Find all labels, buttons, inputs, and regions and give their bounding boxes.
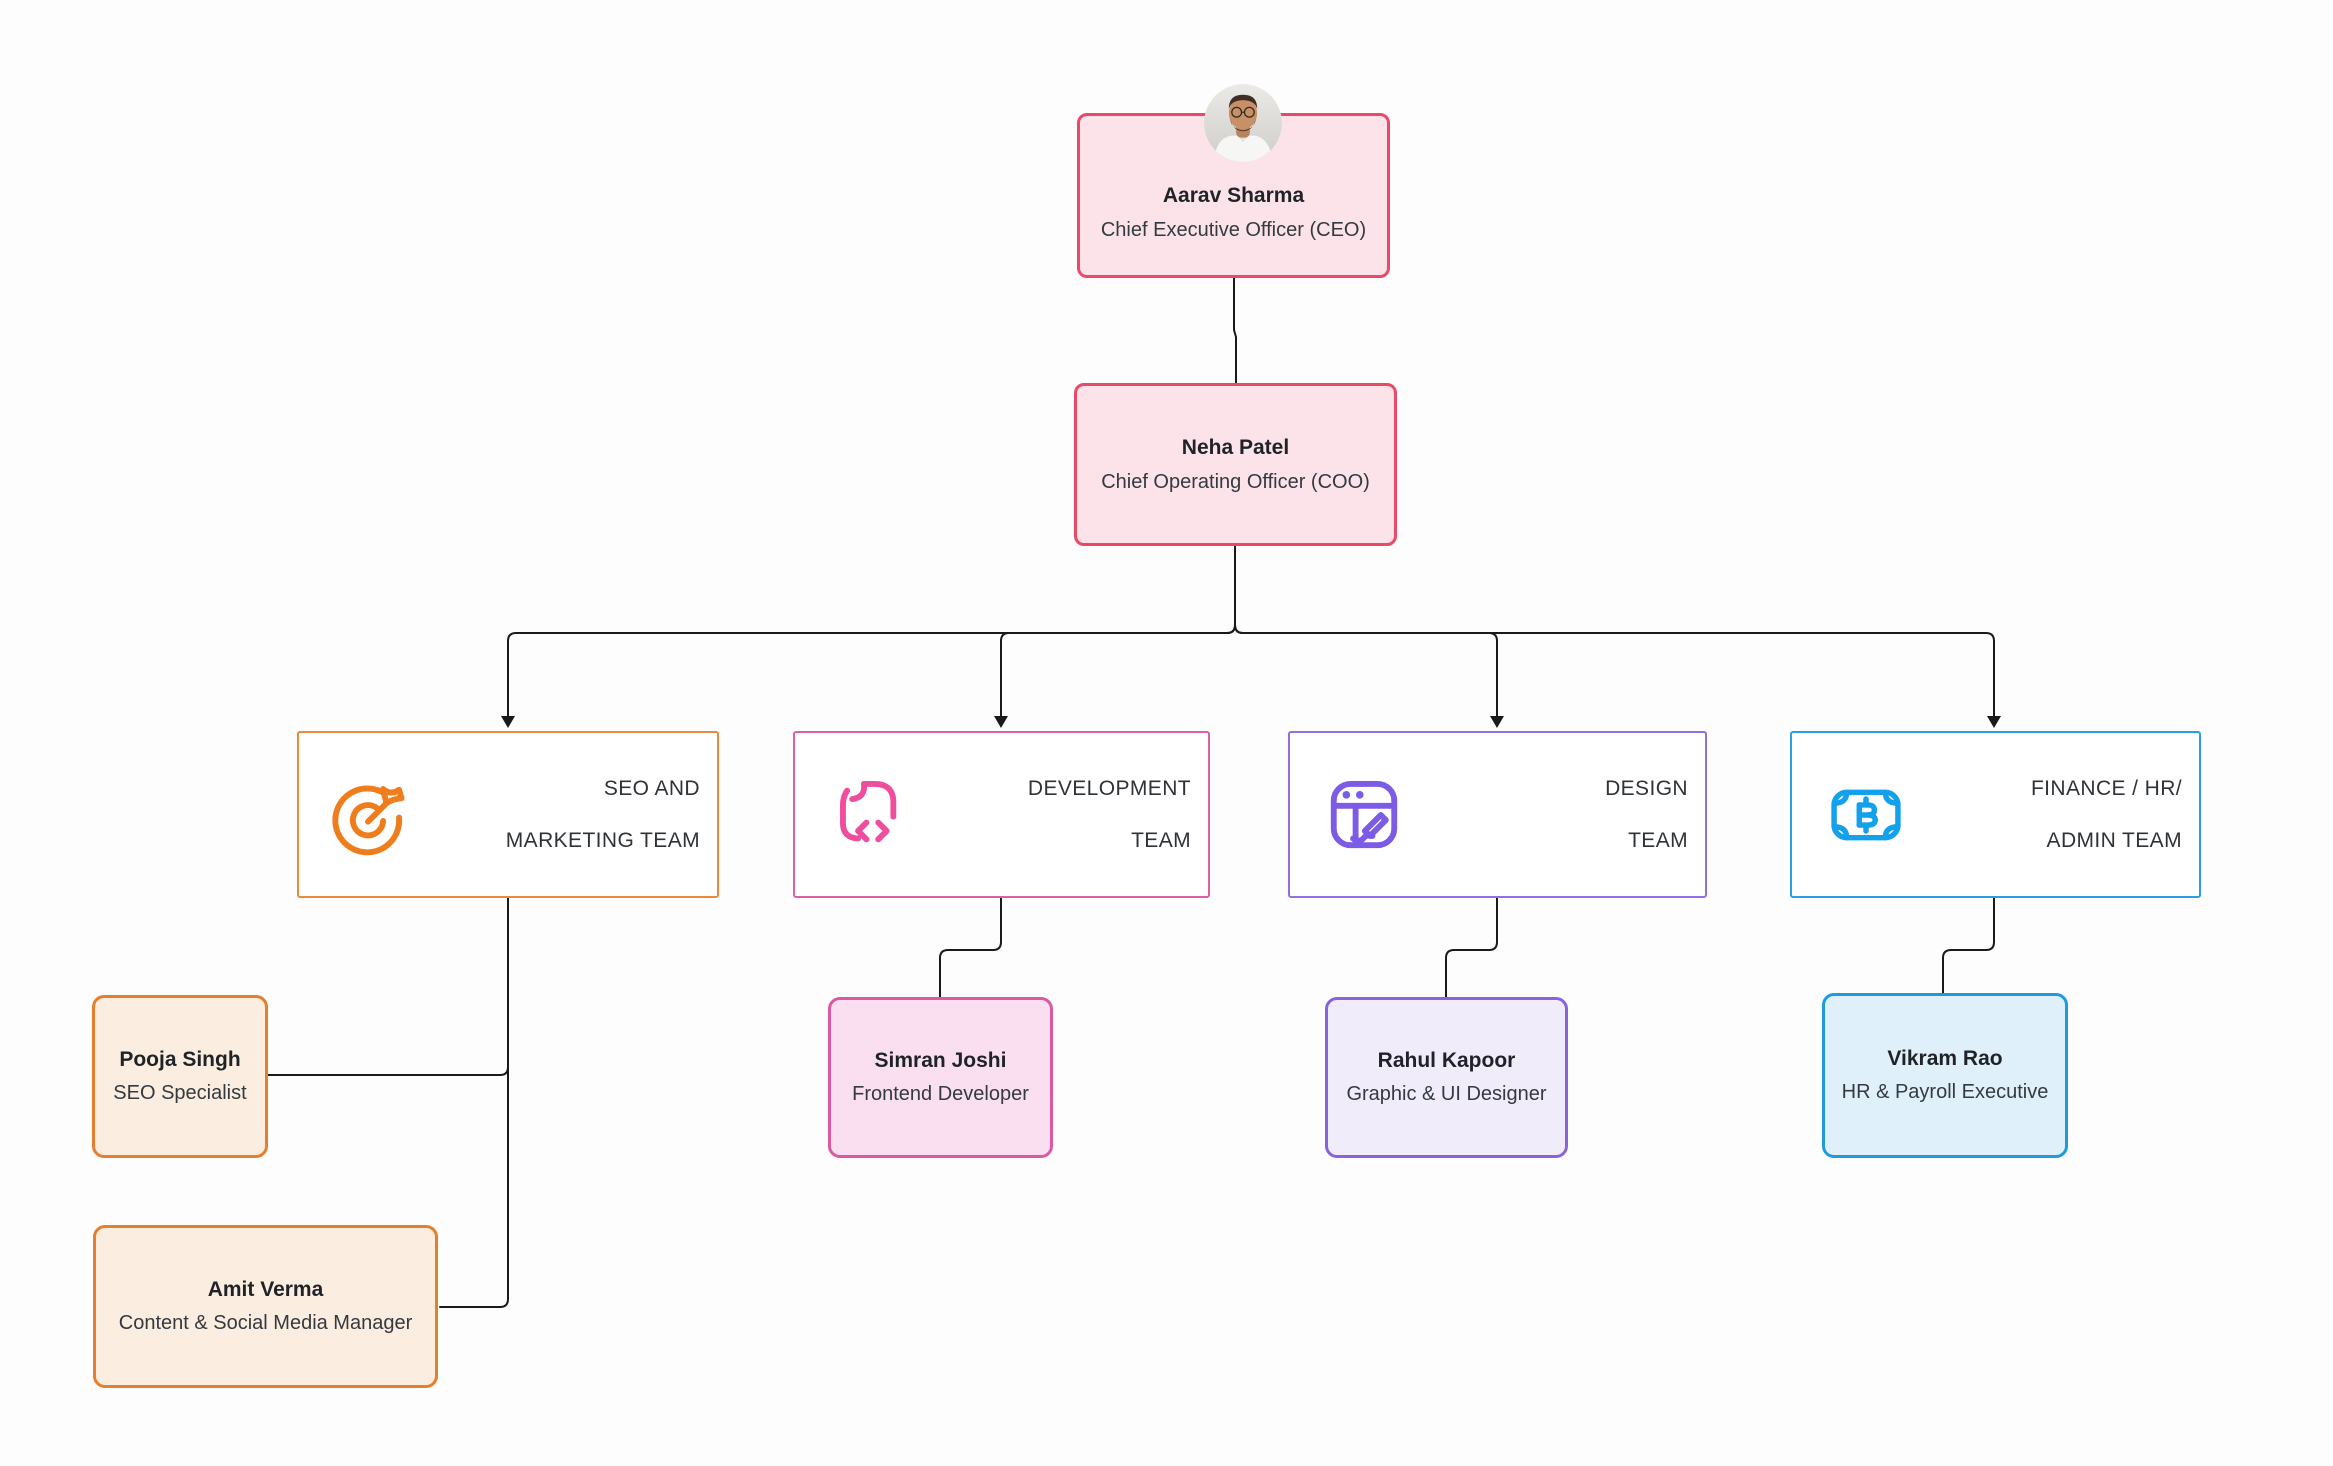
member-card-simran-joshi[interactable] xyxy=(828,997,1053,1158)
team-seo-label: SEO AND MARKETING TEAM xyxy=(505,776,700,852)
target-dart-icon xyxy=(331,773,415,857)
ceo-name: Aarav Sharma xyxy=(1162,183,1305,207)
edge-seo-amit xyxy=(440,898,508,1307)
ceo-title: Chief Executive Officer (CEO) xyxy=(1100,218,1367,241)
coo-name: Neha Patel xyxy=(1181,435,1290,459)
member-card-rahul-kapoor[interactable] xyxy=(1325,997,1568,1158)
member-card-amit-verma[interactable] xyxy=(93,1225,438,1388)
member-name: Amit Verma xyxy=(207,1278,324,1301)
edge-coo-dev xyxy=(1001,546,1235,718)
edge-design-rahul xyxy=(1446,898,1497,997)
member-title: HR & Payroll Executive xyxy=(1841,1081,2049,1103)
banknote-bitcoin-icon xyxy=(1824,773,1908,857)
edge-dev-simran xyxy=(940,898,1001,997)
team-dev-label: DEVELOPMENT TEAM xyxy=(1027,776,1191,852)
team-card-development[interactable] xyxy=(793,731,1210,898)
member-title: Content & Social Media Manager xyxy=(118,1312,413,1334)
member-title: Frontend Developer xyxy=(852,1083,1029,1105)
team-card-seo-marketing[interactable] xyxy=(297,731,719,898)
member-name: Simran Joshi xyxy=(874,1049,1007,1072)
team-finance-label: FINANCE / HR/ ADMIN TEAM xyxy=(2030,776,2182,852)
member-title: Graphic & UI Designer xyxy=(1346,1083,1547,1105)
team-design-label: DESIGN TEAM xyxy=(1605,776,1688,852)
edge-coo-finance xyxy=(1235,546,1994,718)
member-name: Vikram Rao xyxy=(1887,1047,2003,1070)
member-name: Pooja Singh xyxy=(119,1048,241,1071)
team-card-finance-hr-admin[interactable] xyxy=(1790,731,2201,898)
edge-ceo-coo xyxy=(1234,278,1236,383)
member-card-vikram-rao[interactable] xyxy=(1822,993,2068,1158)
coo-title: Chief Operating Officer (COO) xyxy=(1101,470,1370,493)
design-window-pencil-icon xyxy=(1322,773,1406,857)
edge-coo-seo xyxy=(508,546,1235,718)
team-card-design[interactable] xyxy=(1288,731,1707,898)
arrowhead-dev xyxy=(994,716,1008,728)
arrowhead-design xyxy=(1490,716,1504,728)
coo-card[interactable] xyxy=(1074,383,1397,546)
arrowhead-seo xyxy=(501,716,515,728)
code-file-icon xyxy=(827,773,911,857)
member-name: Rahul Kapoor xyxy=(1377,1049,1516,1072)
ceo-avatar-photo xyxy=(1204,84,1282,162)
edge-finance-vikram xyxy=(1943,898,1994,993)
member-title: SEO Specialist xyxy=(113,1082,247,1104)
edge-pooja-branch xyxy=(268,1067,508,1075)
member-card-pooja-singh[interactable] xyxy=(92,995,268,1158)
edge-coo-design xyxy=(1235,546,1497,718)
arrowhead-finance xyxy=(1987,716,2001,728)
